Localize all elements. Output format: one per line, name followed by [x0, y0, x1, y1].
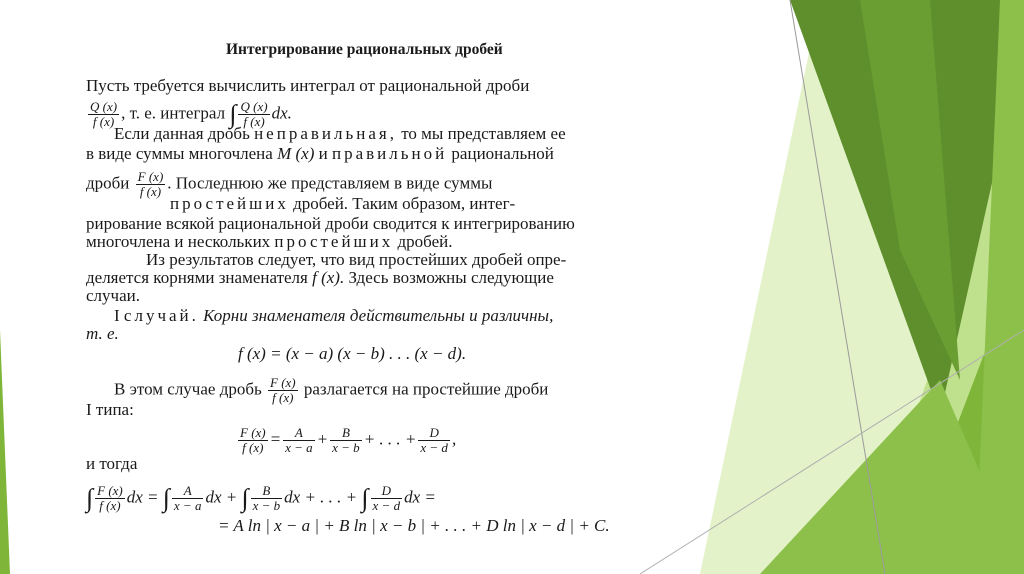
text-line-14: В этом случае дробь $\frac{F (x)}{f (x)}$ разлагается на простейшие дроби: [114, 375, 549, 405]
fraction-q-f-2: $\frac{Q (x)}{f (x)}$: [240, 99, 268, 129]
text-line-12: I случай. Корни знаменателя действительны и различны,: [114, 306, 554, 325]
text-line-6: простейших дробей. Таким образом, интег-: [170, 194, 516, 213]
fraction-q-f: $\frac{Q (x)}{f (x)}$: [90, 99, 118, 129]
text-line-10: деляется корнями знаменателя f (x). Здесь возможны следующие: [86, 268, 554, 287]
fraction-f-f-2: $\frac{F (x)}{f (x)}$: [270, 375, 296, 405]
text-line-8: многочлена и нескольких простейших дробей.: [86, 232, 453, 251]
document-page: [86, 28, 646, 568]
text-line-5: дроби $\frac{F (x)}{f (x)}$ . Последнюю же представляем в виде суммы: [86, 169, 493, 199]
text-line-3: Если данная дробь неправильная, то мы представляем ее: [114, 124, 566, 143]
text-line-7: рирование всякой рациональной дроби сводится к интегрированию: [86, 214, 575, 233]
fraction-f-f: $\frac{F (x)}{f (x)}$: [137, 169, 164, 199]
text-line-2: $\frac{Q (x)}{f (x)}$ , т. е. интеграл ∫ $\frac{Q (x)}{f (x)}$ dx.: [90, 99, 292, 129]
equation-4: = A ln | x − a | + B ln | x − b | + . . . + D ln | x − d | + C.: [218, 516, 610, 535]
equation-3: ∫ $\frac{F (x)}{f (x)}$ dx = ∫ $\frac{A}{x - a}$ dx + ∫ $\frac{B}{x - b}$ dx + . . . + ∫ $\frac{D}{x - d}$ dx =: [86, 483, 436, 513]
doc-title: Интегрирование рациональных дробей: [226, 41, 503, 58]
text-line-15: I типа:: [86, 400, 134, 419]
equation-2: $\frac{F (x)}{f (x)}$ = $\frac{A}{x - a}$ + $\frac{B}{x - b}$ + . . . + $\frac{D}{x - d}$ ,: [240, 425, 457, 455]
text-line-11: случаи.: [86, 286, 140, 305]
text-line-4: в виде суммы многочлена M (x) и правильной рациональной: [86, 144, 554, 163]
equation-1: f (x) = (x − a) (x − b) . . . (x − d).: [238, 344, 467, 363]
left-green-strip: [0, 330, 10, 574]
text-line-9: Из результатов следует, что вид простейших дробей опре-: [146, 250, 567, 269]
text-line-1: Пусть требуется вычислить интеграл от рациональной дроби: [86, 76, 530, 95]
text-line-13: т. е.: [86, 324, 119, 343]
integral-sign: ∫: [229, 99, 237, 129]
text-line-16: и тогда: [86, 454, 138, 473]
